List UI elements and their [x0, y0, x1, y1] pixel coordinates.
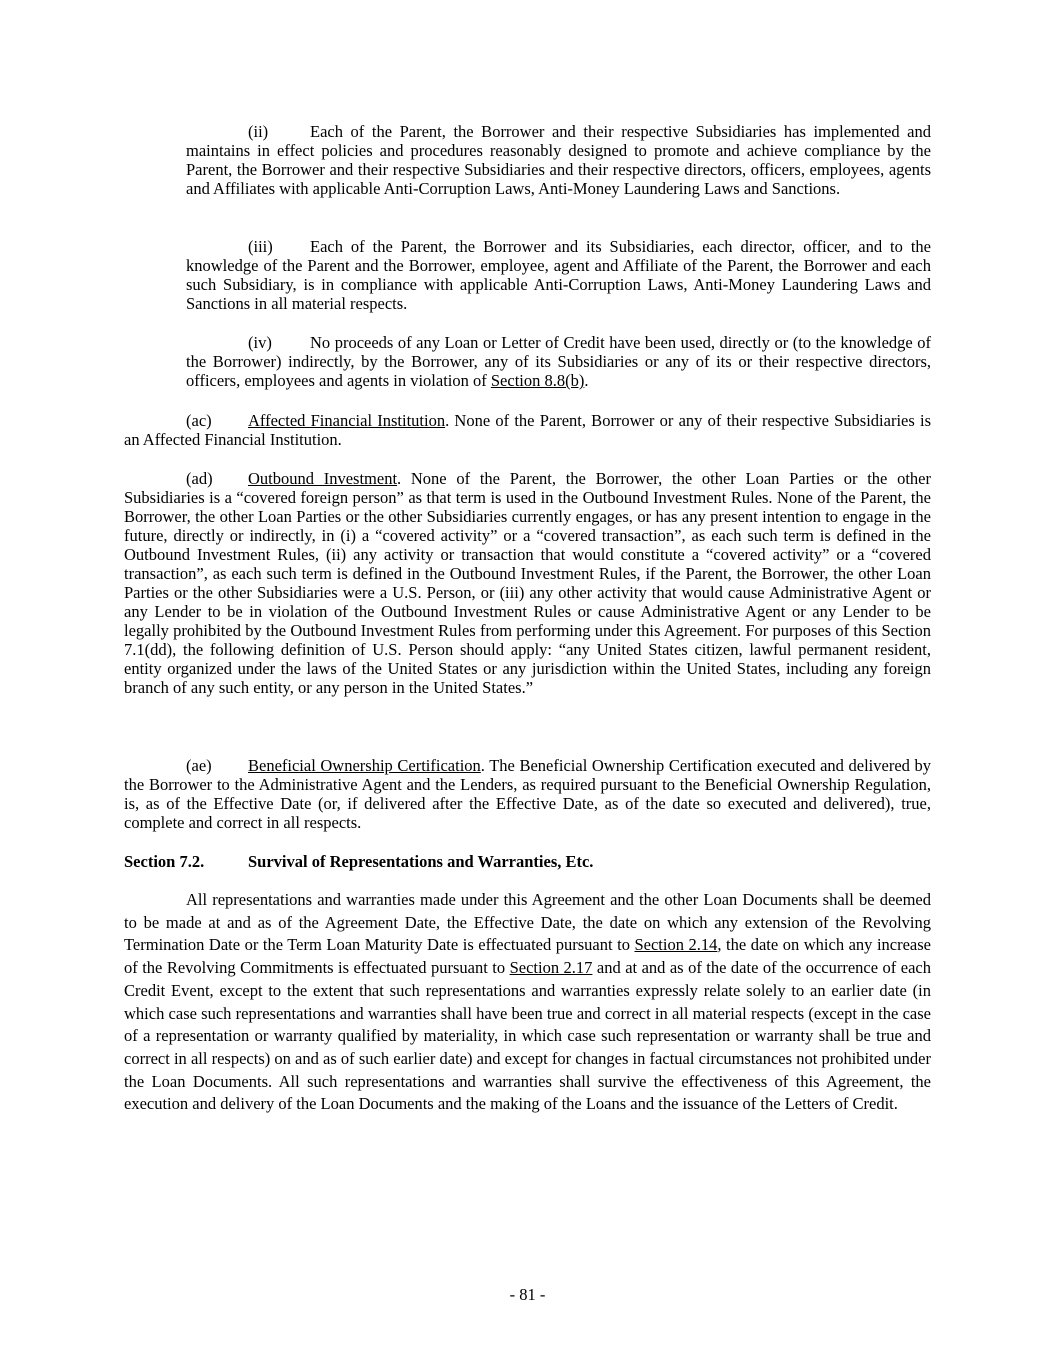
clause-number: (iv) [248, 333, 272, 352]
clause-text: . None of the Parent, Borrower or any of their respective Subsidiaries is an Affected Financial Institution. [124, 411, 931, 449]
clause-text: . The Beneficial Ownership Certification executed and delivered by the Borrower to the Administrative Agent and the Lenders, as required pursuant to the Beneficial Ownership Regulation, is, as of the Effective Date (or, if delivered after the Effective Date, as of the date so executed and delivered), true, complete and correct in all respects. [124, 756, 931, 832]
clause-text: Each of the Parent, the Borrower and their respective Subsidiaries has implemented and maintains in effect policies and procedures reasonably designed to promote and achieve compliance by the Parent, the Borrower and their respective Subsidiaries and their respective directors, officers, employees, agents and Affiliates with applicable Anti-Corruption Laws, Anti-Money Laundering Laws and Sanctions. [186, 122, 931, 198]
section-reference-link: Section 2.17 [509, 958, 593, 978]
clause-number: (ac) [186, 411, 212, 430]
clause-number: (ae) [186, 756, 212, 775]
clause-number: (ii) [248, 122, 269, 141]
clause-ac [124, 411, 931, 449]
section-reference-link: Section 2.14 [634, 935, 718, 955]
clause-number: (ad) [186, 469, 213, 488]
section-reference-link: Section 8.8(b) [490, 371, 585, 390]
clause-text: No proceeds of any Loan or Letter of Credit have been used, directly or (to the knowledge of the Borrower) indirectly, by the Borrower, any of its Subsidiaries or any of its or their respective directors, officers, employees and agents in violation of [186, 333, 931, 390]
body-text: All representations and warranties made under this Agreement and the other Loan Documents shall be deemed to be made at and as of the Agreement Date, the Effective Date, the date on which any extension of the Revolving Termination Date or the Term Loan Maturity Date is effectuated pursuant to [124, 890, 931, 955]
clause-number: (iii) [248, 237, 273, 256]
clause-text-end: . [584, 371, 589, 390]
clause-title: Affected Financial Institution [248, 411, 446, 430]
clause-title: Outbound Investment [248, 469, 398, 488]
section-number: Section 7.2. [124, 852, 205, 871]
body-text: , the date on which any increase of the Revolving Commitments is effectuated pursuant to [124, 935, 931, 978]
clause-text: Each of the Parent, the Borrower and its Subsidiaries, each director, officer, and to the knowledge of the Parent and the Borrower, employee, agent and Affiliate of the Parent, the Borrower and each such Subsidiary, is in compliance with applicable Anti-Corruption Laws, Anti-Money Laundering Laws and Sanctions in all material respects. [186, 237, 931, 313]
section-body [124, 889, 931, 1116]
clause-text: . None of the Parent, the Borrower, the other Loan Parties or the other Subsidiaries is a “covered foreign person” as that term is used in the Outbound Investment Rules. None of the Parent, the Borrower, the other Loan Parties or the other Subsidiaries currently engages, or has any present intention to engage in the future, directly or indirectly, in (i) a “covered activity” or a “covered transaction”, as each such term is defined in the Outbound Investment Rules, (ii) any activity or transaction that would constitute a “covered activity” or a “covered transaction”, as each such term is defined in the Outbound Investment Rules, if the Parent, the Borrower, the other Loan Parties or the other Subsidiaries were a U.S. Person, or (iii) any other activity that would cause Administrative Agent or any Lender to be in violation of the Outbound Investment Rules or cause Administrative Agent or any Lender to be legally prohibited by the Outbound Investment Rules from performing under this Agreement. For purposes of this Section 7.1(dd), the following definition of U.S. Person should apply: “any United States citizen, lawful permanent resident, entity organized under the laws of the United States or any jurisdiction within the United States, including any foreign branch of any such entity, or any person in the United States.” [124, 469, 931, 697]
clause-ad [124, 469, 931, 697]
clause-iv [186, 333, 931, 390]
clause-ii [186, 122, 931, 198]
body-text: and at and as of the date of the occurrence of each Credit Event, except to the extent that such representations and warranties expressly relate solely to an earlier date (in which case such representations and warranties shall have been true and correct in all material respects (except in the case of a representation or warranty qualified by materiality, in which case such representation or warranty shall be true and correct in all respects) on and as of such earlier date) and except for changes in factual circumstances not prohibited under the Loan Documents. All such representations and warranties shall survive the effectiveness of this Agreement, the execution and delivery of the Loan Documents and the making of the Loans and the issuance of the Letters of Credit. [124, 958, 931, 1114]
section-heading [124, 852, 593, 871]
clause-ae [124, 756, 931, 832]
page-number: - 81 - [509, 1285, 546, 1304]
section-title: Survival of Representations and Warranties, Etc. [248, 852, 594, 871]
clause-title: Beneficial Ownership Certification [248, 756, 481, 775]
clause-iii [186, 237, 931, 313]
